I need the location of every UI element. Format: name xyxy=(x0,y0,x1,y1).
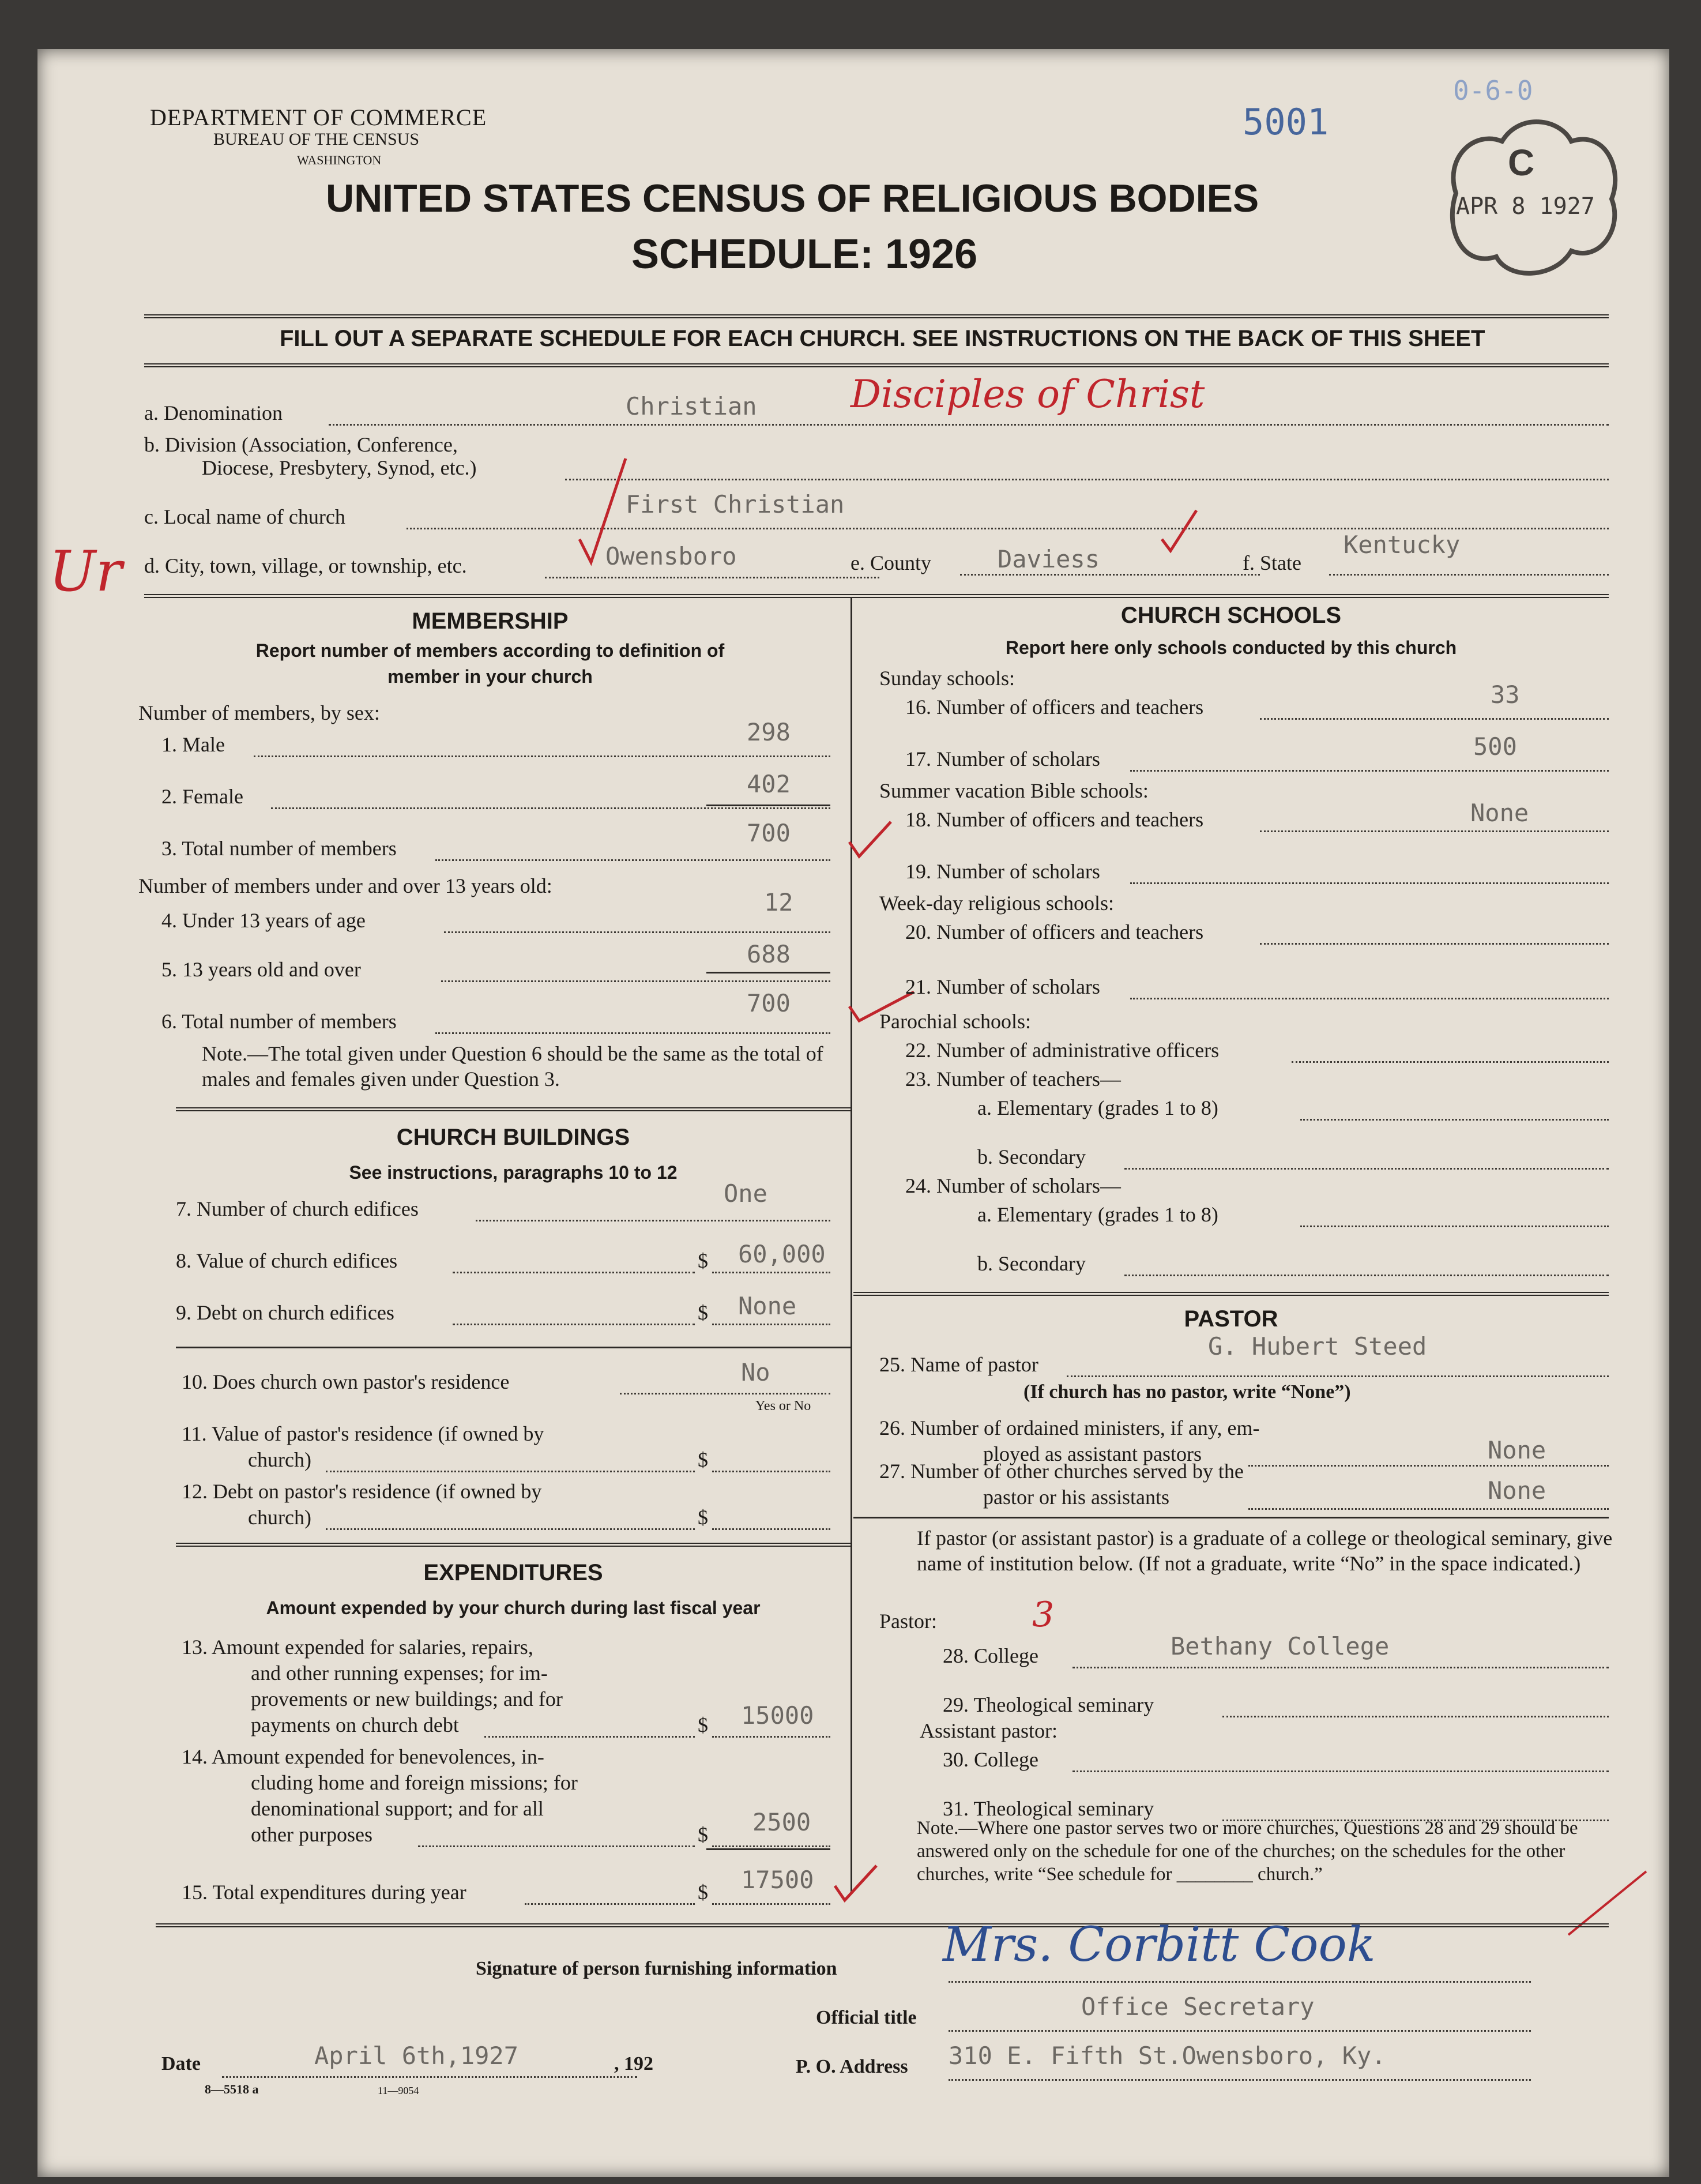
q27-value: None xyxy=(1488,1476,1546,1505)
q12-label-2: church) xyxy=(248,1506,311,1529)
state-value: Kentucky xyxy=(1344,531,1461,559)
date-value: April 6th,1927 xyxy=(314,2042,519,2070)
q15-label: 15. Total expenditures during year xyxy=(182,1881,466,1904)
q14-label-2: cluding home and foreign missions; for xyxy=(251,1771,578,1794)
expenditures-sub: Amount expended by your church during last fiscal year xyxy=(266,1597,761,1618)
q6-label: 6. Total number of members xyxy=(161,1010,397,1033)
q12-value-line xyxy=(712,1528,830,1530)
q8-value-line xyxy=(712,1272,830,1273)
q11-line xyxy=(326,1471,695,1472)
print-number: 11—9054 xyxy=(378,2085,419,2096)
county-value: Daviess xyxy=(998,545,1100,573)
q2-value: 402 xyxy=(747,770,791,798)
q23a-line xyxy=(1300,1119,1609,1121)
sunday-schools-label: Sunday schools: xyxy=(879,667,1015,690)
q21-line xyxy=(1130,998,1609,999)
q28-value: Bethany College xyxy=(1171,1632,1390,1660)
rule-above-footer xyxy=(156,1923,1609,1927)
file-number: 5001 xyxy=(1243,101,1329,143)
q29-line xyxy=(1222,1716,1609,1717)
q16-label: 16. Number of officers and teachers xyxy=(905,696,1204,719)
q3-value: 700 xyxy=(747,819,791,847)
po-address-line xyxy=(949,2079,1531,2081)
q18-line xyxy=(1260,830,1609,832)
q13-value-line xyxy=(712,1736,830,1738)
check-mark-icon xyxy=(1565,1866,1652,1941)
q10-value: No xyxy=(741,1358,770,1386)
q8-value: 60,000 xyxy=(738,1240,826,1268)
rule-residence xyxy=(176,1347,850,1348)
q14-underline xyxy=(706,1848,830,1850)
q2-underline xyxy=(706,805,830,806)
division-line xyxy=(565,479,1609,480)
column-divider xyxy=(850,597,852,1892)
denomination-label: a. Denomination xyxy=(144,401,283,424)
q19-label: 19. Number of scholars xyxy=(905,860,1100,883)
date-label: Date xyxy=(161,2053,201,2074)
official-title-line xyxy=(949,2030,1531,2032)
department-name: DEPARTMENT OF COMMERCE xyxy=(150,104,487,130)
check-mark-icon xyxy=(830,1860,882,1906)
pastor-title: PASTOR xyxy=(1184,1306,1278,1332)
weekday-schools-label: Week-day religious schools: xyxy=(879,892,1115,915)
q25-value: G. Hubert Steed xyxy=(1208,1332,1427,1360)
q4-line xyxy=(444,931,830,933)
members-by-sex-label: Number of members, by sex: xyxy=(138,701,380,724)
city-label: d. City, town, village, or township, etc. xyxy=(144,554,467,577)
q9-dollar: $ xyxy=(698,1301,708,1324)
rule-under-id xyxy=(144,594,1609,598)
city-value: Owensboro xyxy=(605,542,737,570)
q9-label: 9. Debt on church edifices xyxy=(176,1301,394,1324)
margin-handwriting: Ur xyxy=(49,539,122,604)
q6-line xyxy=(435,1032,830,1034)
schools-title: CHURCH SCHOOLS xyxy=(1120,603,1342,628)
q23a-label: a. Elementary (grades 1 to 8) xyxy=(977,1096,1218,1119)
pastor-handwritten-mark: 3 xyxy=(1032,1595,1055,1635)
denomination-handwritten: Disciples of Christ xyxy=(850,372,1205,416)
q24-label: 24. Number of scholars— xyxy=(905,1174,1121,1197)
form-number: 8—5518 a xyxy=(205,2082,259,2096)
instructions-bar: FILL OUT A SEPARATE SCHEDULE FOR EACH CHURCH. SEE INSTRUCTIONS ON THE BACK OF THIS SHEET xyxy=(280,326,1485,351)
q24b-line xyxy=(1124,1275,1609,1276)
q13-line xyxy=(484,1736,695,1738)
q5-line xyxy=(441,980,830,982)
q14-line xyxy=(418,1845,695,1847)
q25-label: 25. Name of pastor xyxy=(879,1353,1038,1376)
q1-label: 1. Male xyxy=(161,733,225,756)
q26-label-2: ployed as assistant pastors xyxy=(983,1442,1202,1465)
local-name-value: First Christian xyxy=(626,490,845,518)
q13-label-3: provements or new buildings; and for xyxy=(251,1687,563,1711)
q28-line xyxy=(1072,1667,1609,1668)
q14-value-line xyxy=(712,1845,830,1847)
q13-value: 15000 xyxy=(741,1701,814,1730)
q15-line xyxy=(525,1903,695,1905)
q14-dollar: $ xyxy=(698,1823,708,1846)
rule-top xyxy=(144,314,1609,318)
q24a-line xyxy=(1300,1226,1609,1227)
date-line xyxy=(222,2076,637,2078)
division-label-2: Diocese, Presbytery, Synod, etc.) xyxy=(202,456,477,479)
check-mark-icon xyxy=(568,453,637,568)
rule-under-schools xyxy=(853,1292,1609,1296)
pastor-subhead: Pastor: xyxy=(879,1610,938,1633)
q27-label-2: pastor or his assistants xyxy=(983,1486,1169,1509)
schedule-title: SCHEDULE: 1926 xyxy=(631,231,978,277)
q21-label: 21. Number of scholars xyxy=(905,975,1100,998)
q18-value: None xyxy=(1470,799,1529,827)
q26-line xyxy=(1248,1465,1609,1467)
q17-label: 17. Number of scholars xyxy=(905,747,1100,770)
stamp-letter: C xyxy=(1508,142,1535,183)
bureau-city: WASHINGTON xyxy=(297,153,382,167)
q11-dollar: $ xyxy=(698,1448,708,1471)
q26-label: 26. Number of ordained ministers, if any, em- xyxy=(879,1416,1260,1439)
state-line xyxy=(1329,574,1609,576)
q20-label: 20. Number of officers and teachers xyxy=(905,920,1204,943)
rule-under-membership xyxy=(176,1107,850,1111)
q16-line xyxy=(1260,718,1609,720)
signature-line xyxy=(949,1981,1531,1983)
q25-note: (If church has no pastor, write “None”) xyxy=(1023,1381,1351,1403)
q31-label: 31. Theological seminary xyxy=(943,1797,1154,1820)
q5-value: 688 xyxy=(747,940,791,968)
schools-sub: Report here only schools conducted by this church xyxy=(1005,637,1457,658)
buildings-title: CHURCH BUILDINGS xyxy=(396,1125,630,1150)
q11-value-line xyxy=(712,1471,830,1472)
graduate-note: If pastor (or assistant pastor) is a graduate of a college or theological seminary, give name of institution below. (If not a graduate, write “No” in the space indicated.) xyxy=(917,1527,1613,1575)
denomination-value: Christian xyxy=(626,392,757,420)
q13-dollar: $ xyxy=(698,1713,708,1736)
q4-value: 12 xyxy=(764,888,793,916)
q7-value: One xyxy=(724,1179,767,1208)
q7-line xyxy=(476,1220,830,1221)
local-name-label: c. Local name of church xyxy=(144,505,345,528)
rule-under-bar xyxy=(144,363,1609,367)
signature-value: Mrs. Corbitt Cook xyxy=(943,1918,1376,1972)
q1-line xyxy=(254,755,830,757)
q4-label: 4. Under 13 years of age xyxy=(161,909,366,932)
check-mark-icon xyxy=(1156,505,1202,557)
county-line xyxy=(960,574,1260,576)
q26-value: None xyxy=(1488,1436,1546,1464)
po-address-label: P. O. Address xyxy=(796,2056,908,2077)
q27-label: 27. Number of other churches served by the xyxy=(879,1460,1244,1483)
city-line xyxy=(545,577,879,578)
q13-label: 13. Amount expended for salaries, repairs, xyxy=(182,1636,533,1659)
official-title-value: Office Secretary xyxy=(1081,1993,1315,2021)
q23b-line xyxy=(1124,1168,1609,1170)
check-mark-icon xyxy=(845,816,897,862)
q6-value: 700 xyxy=(747,989,791,1017)
q20-line xyxy=(1260,943,1609,945)
q5-label: 5. 13 years old and over xyxy=(161,958,361,981)
q28-label: 28. College xyxy=(943,1644,1038,1667)
q12-dollar: $ xyxy=(698,1506,708,1529)
q15-value: 17500 xyxy=(741,1866,814,1894)
q11-label-2: church) xyxy=(248,1448,311,1471)
membership-title: MEMBERSHIP xyxy=(412,608,569,634)
q11-label: 11. Value of pastor's residence (if owned by xyxy=(182,1422,544,1445)
q3-line xyxy=(435,859,830,861)
q25-line xyxy=(1067,1375,1609,1377)
state-label: f. State xyxy=(1243,551,1301,574)
q12-label: 12. Debt on pastor's residence (if owned by xyxy=(182,1480,542,1503)
q24b-label: b. Secondary xyxy=(977,1252,1086,1275)
q17-line xyxy=(1130,770,1609,772)
q27-line xyxy=(1248,1508,1609,1510)
parochial-schools-label: Parochial schools: xyxy=(879,1010,1031,1033)
membership-sub1: Report number of members according to definition of xyxy=(255,640,725,661)
assistant-pastor-subhead: Assistant pastor: xyxy=(920,1719,1058,1742)
q8-line xyxy=(453,1272,695,1273)
q15-value-line xyxy=(712,1903,830,1905)
q23b-label: b. Secondary xyxy=(977,1145,1086,1168)
q10-label: 10. Does church own pastor's residence xyxy=(182,1370,510,1393)
q8-label: 8. Value of church edifices xyxy=(176,1249,398,1272)
official-title-label: Official title xyxy=(816,2007,917,2028)
q5-underline xyxy=(706,972,830,973)
q12-line xyxy=(326,1528,695,1530)
q30-line xyxy=(1072,1770,1609,1772)
q24a-label: a. Elementary (grades 1 to 8) xyxy=(977,1203,1218,1226)
q19-line xyxy=(1130,882,1609,884)
q30-label: 30. College xyxy=(943,1748,1038,1771)
q9-value-line xyxy=(712,1324,830,1325)
file-code: 0-6-0 xyxy=(1453,75,1533,106)
q13-label-2: and other running expenses; for im- xyxy=(251,1662,548,1685)
membership-note: Note.—The total given under Question 6 should be the same as the total of males and females given under Question 3. xyxy=(202,1042,823,1091)
q14-label: 14. Amount expended for benevolences, in- xyxy=(182,1745,544,1768)
date-suffix: , 192 xyxy=(614,2053,653,2074)
summer-schools-label: Summer vacation Bible schools: xyxy=(879,779,1149,802)
division-label: b. Division (Association, Conference, xyxy=(144,433,458,456)
expenditures-title: EXPENDITURES xyxy=(423,1560,603,1585)
pastor-note: Note.—Where one pastor serves two or more churches, Questions 28 and 29 should be answered only on the schedule for one of the churches; on the schedules for the other churches, write “See schedule for ________ church.” xyxy=(917,1818,1578,1885)
q15-dollar: $ xyxy=(698,1881,708,1904)
q3-label: 3. Total number of members xyxy=(161,837,397,860)
q2-line xyxy=(271,807,830,809)
members-by-age-label: Number of members under and over 13 years old: xyxy=(138,874,552,897)
rule-pastor-grad xyxy=(853,1517,1609,1518)
q16-value: 33 xyxy=(1491,681,1520,709)
q29-label: 29. Theological seminary xyxy=(943,1693,1154,1716)
bureau-name: BUREAU OF THE CENSUS xyxy=(213,130,419,149)
q22-line xyxy=(1292,1061,1609,1063)
county-label: e. County xyxy=(850,551,931,574)
form-title: UNITED STATES CENSUS OF RELIGIOUS BODIES xyxy=(326,176,1259,220)
po-address-value: 310 E. Fifth St.Owensboro, Ky. xyxy=(949,2042,1386,2070)
buildings-sub: See instructions, paragraphs 10 to 12 xyxy=(349,1162,678,1183)
denomination-line xyxy=(329,424,1609,426)
q18-label: 18. Number of officers and teachers xyxy=(905,808,1204,831)
q22-label: 22. Number of administrative officers xyxy=(905,1039,1220,1062)
q8-dollar: $ xyxy=(698,1249,708,1272)
q23-label: 23. Number of teachers— xyxy=(905,1067,1121,1091)
q7-label: 7. Number of church edifices xyxy=(176,1197,419,1220)
signature-label: Signature of person furnishing information xyxy=(476,1958,837,1979)
q1-value: 298 xyxy=(747,718,791,746)
q10-hint: Yes or No xyxy=(755,1399,811,1414)
q14-label-3: denominational support; and for all xyxy=(251,1797,544,1820)
q9-value: None xyxy=(738,1292,797,1320)
stamp-date: APR 8 1927 xyxy=(1456,193,1595,220)
q13-label-4: payments on church debt xyxy=(251,1713,459,1736)
q2-label: 2. Female xyxy=(161,785,243,808)
census-schedule-form xyxy=(37,49,1669,2177)
rule-under-buildings xyxy=(176,1543,850,1547)
q14-label-4: other purposes xyxy=(251,1823,372,1846)
received-stamp xyxy=(1433,107,1629,291)
membership-sub2: member in your church xyxy=(387,666,593,687)
q14-value: 2500 xyxy=(752,1808,811,1836)
q10-line xyxy=(620,1393,830,1394)
q17-value: 500 xyxy=(1473,732,1517,761)
q9-line xyxy=(453,1324,695,1325)
